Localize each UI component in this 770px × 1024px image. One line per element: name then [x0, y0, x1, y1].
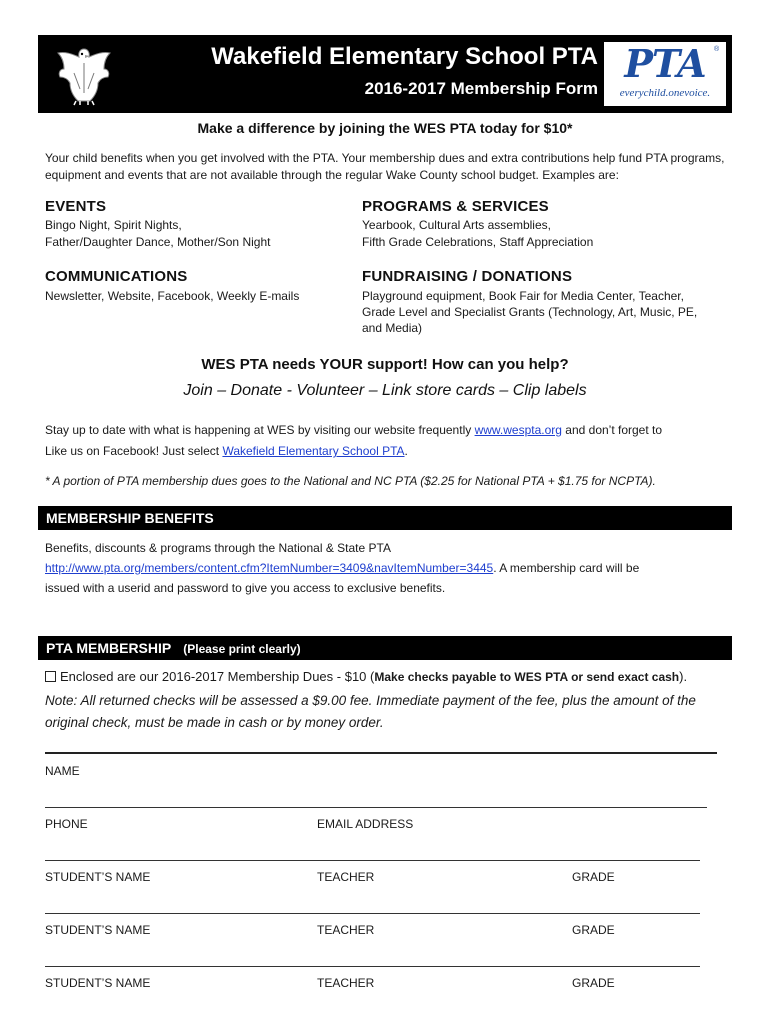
teacher-1-label: TEACHER: [317, 870, 375, 884]
email-label: EMAIL ADDRESS: [317, 817, 414, 831]
dues-footnote: * A portion of PTA membership dues goes to the National and NC PTA ($2.25 for National PTA + $1.75 for NCPTA).: [45, 474, 656, 488]
events-heading: EVENTS: [45, 198, 107, 215]
student-1-label: STUDENT’S NAME: [45, 870, 151, 884]
stay-text-4: .: [404, 444, 408, 458]
stay-text-3: Like us on Facebook! Just select: [45, 444, 223, 458]
website-link[interactable]: www.wespta.org: [474, 423, 562, 437]
pta-logo: [604, 42, 726, 106]
student-1-line[interactable]: [45, 860, 700, 861]
programs-heading: PROGRAMS & SERVICES: [362, 198, 549, 215]
stay-text-2: and don’t forget to: [561, 423, 663, 437]
stay-updated-paragraph: [45, 420, 735, 462]
facebook-link[interactable]: Wakefield Elementary School PTA: [222, 444, 405, 458]
support-heading: WES PTA needs YOUR support! How can you help?: [201, 356, 569, 373]
name-label: NAME: [45, 764, 80, 778]
pta-membership-title: [46, 640, 301, 656]
pta-benefits-link[interactable]: http://www.pta.org/members/content.cfm?ItemNumber=3409&navItemNumber=3445: [45, 561, 494, 575]
membership-benefits-title: MEMBERSHIP BENEFITS: [46, 510, 214, 526]
fundraising-line-2: Grade Level and Specialist Grants (Technology, Art, Music, PE,: [362, 305, 698, 319]
student-2-line[interactable]: [45, 913, 700, 914]
form-title: Wakefield Elementary School PTA: [211, 43, 598, 70]
support-actions: Join – Donate - Volunteer – Link store cards – Clip labels: [183, 382, 587, 399]
registered-mark: ®: [714, 46, 720, 53]
teacher-3-label: TEACHER: [317, 976, 375, 990]
enclosed-dues-checkbox[interactable]: [45, 671, 56, 682]
stay-text-1: Stay up to date with what is happening at WES by visiting our website frequently: [45, 423, 475, 437]
student-2-label: STUDENT’S NAME: [45, 923, 151, 937]
events-line-1: Bingo Night, Spirit Nights,: [45, 218, 182, 232]
enclosed-bold-text: Make checks payable to WES PTA or send exact cash: [374, 670, 680, 684]
grade-2-label: GRADE: [572, 923, 615, 937]
fundraising-line-1: Playground equipment, Book Fair for Media Center, Teacher,: [362, 289, 684, 303]
eagle-mascot-icon: [52, 43, 116, 107]
pta-membership-title-text: PTA MEMBERSHIP: [46, 640, 172, 656]
benefits-line-1: Benefits, discounts & programs through the National & State PTA: [45, 541, 391, 555]
name-line[interactable]: [45, 752, 717, 754]
benefits-text-after-link: . A membership card will be: [493, 561, 640, 575]
communications-heading: COMMUNICATIONS: [45, 268, 188, 285]
form-subtitle: 2016-2017 Membership Form: [364, 79, 598, 98]
fundraising-heading: FUNDRAISING / DONATIONS: [362, 268, 573, 285]
returned-check-note: [45, 690, 745, 734]
pta-membership-bar: [38, 636, 732, 660]
join-tagline: Make a difference by joining the WES PTA today for $10*: [197, 120, 573, 136]
note-line-2: original check, must be made in cash or by money order.: [45, 715, 384, 730]
membership-benefits-bar: [38, 506, 732, 530]
student-3-label: STUDENT’S NAME: [45, 976, 151, 990]
student-3-line[interactable]: [45, 966, 700, 967]
print-clearly-note: (Please print clearly): [183, 642, 301, 656]
benefits-line-2: [45, 560, 639, 577]
phone-email-line[interactable]: [45, 807, 707, 808]
pta-logo-text: PTA: [624, 41, 706, 86]
pta-logo-tagline: everychild.onevoice.: [619, 87, 711, 99]
grade-3-label: GRADE: [572, 976, 615, 990]
teacher-2-label: TEACHER: [317, 923, 375, 937]
grade-1-label: GRADE: [572, 870, 615, 884]
programs-line-1: Yearbook, Cultural Arts assemblies,: [362, 218, 551, 232]
events-line-2: Father/Daughter Dance, Mother/Son Night: [45, 235, 271, 249]
enclosed-text: Enclosed are our 2016-2017 Membership Dues - $10 (: [60, 669, 375, 684]
header-banner: [38, 35, 732, 113]
fundraising-line-3: and Media): [362, 321, 423, 335]
programs-line-2: Fifth Grade Celebrations, Staff Appreciation: [362, 235, 594, 249]
benefits-line-3: issued with a userid and password to give you access to exclusive benefits.: [45, 581, 446, 595]
intro-paragraph: Your child benefits when you get involved with the PTA. Your membership dues and extra contributions help fund PTA programs, equipment and events that are not available through the regular Wake County school budget. Examples are:: [45, 151, 725, 182]
phone-label: PHONE: [45, 817, 88, 831]
note-line-1: Note: All returned checks will be assessed a $9.00 fee. Immediate payment of the fee, plus the amount of the: [45, 693, 696, 708]
communications-line-1: Newsletter, Website, Facebook, Weekly E-mails: [45, 289, 300, 303]
enclosed-end: ).: [679, 669, 688, 684]
enclosed-dues-line: [45, 668, 687, 686]
